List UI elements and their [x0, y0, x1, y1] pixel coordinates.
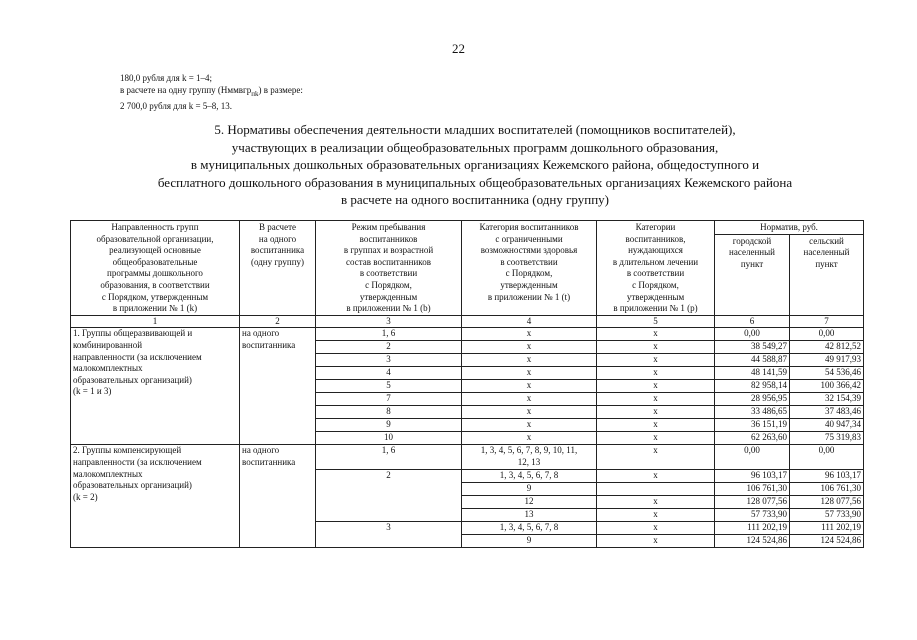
- stay-mode-cell: 2: [316, 341, 462, 354]
- column-number-row: [71, 315, 864, 328]
- heading-line: в расчете на одного воспитанника (одну группу): [341, 192, 609, 208]
- heading-line: бесплатного дошкольного образования в муниципальных общеобразовательных организациях Кежемского района: [157, 174, 793, 190]
- rural-norm-cell: 37 483,46: [790, 406, 864, 419]
- table-row: [71, 328, 864, 341]
- treatment-cell: х: [597, 432, 715, 445]
- preamble-text: в расчете на одну группу (Нммвгр: [120, 85, 252, 95]
- urban-norm-cell: 111 202,19: [715, 521, 790, 534]
- treatment-cell: х: [597, 406, 715, 419]
- treatment-cell: х: [597, 521, 715, 534]
- treatment-cell: х: [597, 367, 715, 380]
- treatment-cell: х: [597, 469, 715, 482]
- stay-mode-cell: 7: [316, 393, 462, 406]
- stay-mode-cell: 1, 6: [316, 328, 462, 341]
- stay-mode-cell: 10: [316, 432, 462, 445]
- stay-mode-cell: 8: [316, 406, 462, 419]
- disability-cell: х: [462, 406, 597, 419]
- preamble-line: 2 700,0 рубля для k = 5–8, 13.: [120, 100, 233, 111]
- stay-mode-cell: 4: [316, 367, 462, 380]
- treatment-cell: х: [597, 354, 715, 367]
- urban-norm-cell: 128 077,56: [715, 495, 790, 508]
- disability-cell: х: [462, 367, 597, 380]
- rural-norm-cell: 96 103,17: [790, 469, 864, 482]
- treatment-cell: х: [597, 380, 715, 393]
- urban-norm-cell: 82 958,14: [715, 380, 790, 393]
- urban-norm-cell: 57 733,90: [715, 508, 790, 521]
- disability-cell: х: [462, 432, 597, 445]
- urban-norm-cell: 124 524,86: [715, 534, 790, 547]
- column-number: 2: [240, 315, 316, 328]
- disability-cell: х: [462, 380, 597, 393]
- urban-norm-cell: 48 141,59: [715, 367, 790, 380]
- urban-norm-cell: 106 761,30: [715, 482, 790, 495]
- rural-norm-cell: 49 917,93: [790, 354, 864, 367]
- rural-norm-cell: 0,00: [790, 328, 864, 341]
- heading-line: участвующих в реализации общеобразовательных программ дошкольного образования,: [231, 139, 719, 155]
- treatment-cell: [597, 482, 715, 495]
- rural-norm-cell: 54 536,46: [790, 367, 864, 380]
- urban-norm-cell: 28 956,95: [715, 393, 790, 406]
- urban-norm-cell: 96 103,17: [715, 469, 790, 482]
- disability-cell: 13: [462, 508, 597, 521]
- disability-cell: 12: [462, 495, 597, 508]
- treatment-cell: х: [597, 445, 715, 469]
- group-per-unit-cell: на одного воспитанника: [240, 328, 316, 445]
- header-per-unit: В расчете на одного воспитанника (одну группу): [240, 221, 316, 316]
- rural-norm-cell: 0,00: [790, 445, 864, 469]
- norms-table: [70, 220, 864, 548]
- stay-mode-cell: 5: [316, 380, 462, 393]
- preamble-line: [120, 84, 303, 100]
- rural-norm-cell: 75 319,83: [790, 432, 864, 445]
- preamble-line: 180,0 рубля для k = 1–4;: [120, 73, 213, 83]
- column-number: 4: [462, 315, 597, 328]
- section-heading: [95, 121, 855, 209]
- header-rural: сельский населенный пункт: [790, 234, 864, 315]
- disability-cell: 1, 3, 4, 5, 6, 7, 8: [462, 469, 597, 482]
- preamble-text: ) в размере:: [258, 85, 303, 95]
- stay-mode-cell: 3: [316, 354, 462, 367]
- disability-cell: х: [462, 328, 597, 341]
- column-number: 3: [316, 315, 462, 328]
- group-direction-cell: 2. Группы компенсирующей направленности (за исключением малокомплектных образовательных организаций) (k = 2): [71, 445, 240, 547]
- rural-norm-cell: 128 077,56: [790, 495, 864, 508]
- disability-cell: 9: [462, 534, 597, 547]
- urban-norm-cell: 62 263,60: [715, 432, 790, 445]
- stay-mode-cell: 2: [316, 469, 462, 521]
- disability-cell: х: [462, 393, 597, 406]
- rural-norm-cell: 100 366,42: [790, 380, 864, 393]
- stay-mode-cell: 3: [316, 521, 462, 547]
- urban-norm-cell: 38 549,27: [715, 341, 790, 354]
- rural-norm-cell: 106 761,30: [790, 482, 864, 495]
- treatment-cell: х: [597, 393, 715, 406]
- rural-norm-cell: 57 733,90: [790, 508, 864, 521]
- header-stay-mode: Режим пребывания воспитанников в группах и возрастной состав воспитанников в соответствии с Порядком, утвержденным в приложении № 1 (b): [316, 221, 462, 316]
- rural-norm-cell: 111 202,19: [790, 521, 864, 534]
- disability-cell: 1, 3, 4, 5, 6, 7, 8, 9, 10, 11, 12, 13: [462, 445, 597, 469]
- column-number: 5: [597, 315, 715, 328]
- disability-cell: 1, 3, 4, 5, 6, 7, 8: [462, 521, 597, 534]
- treatment-cell: х: [597, 495, 715, 508]
- urban-norm-cell: 33 486,65: [715, 406, 790, 419]
- page-number: 22: [452, 41, 465, 56]
- stay-mode-cell: 1, 6: [316, 445, 462, 469]
- preamble-subscript: пk: [251, 89, 259, 98]
- group-per-unit-cell: на одного воспитанника: [240, 445, 316, 547]
- rural-norm-cell: 32 154,39: [790, 393, 864, 406]
- header-direction: Направленность групп образовательной организации, реализующей основные общеобразовательные программы дошкольного образования, в соответствии с Порядком, утвержденным в приложении № 1 (k): [71, 221, 240, 316]
- treatment-cell: х: [597, 419, 715, 432]
- disability-cell: х: [462, 354, 597, 367]
- table-row: [71, 445, 864, 469]
- rural-norm-cell: 124 524,86: [790, 534, 864, 547]
- preamble: [120, 72, 303, 112]
- urban-norm-cell: 36 151,19: [715, 419, 790, 432]
- rural-norm-cell: 42 812,52: [790, 341, 864, 354]
- heading-line: 5. Нормативы обеспечения деятельности младших воспитателей (помощников воспитателей),: [214, 122, 736, 137]
- urban-norm-cell: 0,00: [715, 328, 790, 341]
- urban-norm-cell: 0,00: [715, 445, 790, 469]
- disability-cell: 9: [462, 482, 597, 495]
- rural-norm-cell: 40 947,34: [790, 419, 864, 432]
- column-number: 6: [715, 315, 790, 328]
- disability-cell: х: [462, 341, 597, 354]
- header-disability-category: Категория воспитанников с ограниченными возможностями здоровья в соответствии с Порядком, утвержденным в приложении № 1 (t): [462, 221, 597, 316]
- header-urban: городской населенный пункт: [715, 234, 790, 315]
- stay-mode-cell: 9: [316, 419, 462, 432]
- column-number: 1: [71, 315, 240, 328]
- treatment-cell: х: [597, 341, 715, 354]
- header-norm: Норматив, руб.: [715, 221, 864, 235]
- column-number: 7: [790, 315, 864, 328]
- header-treatment-category: Категории воспитанников, нуждающихся в длительном лечении в соответствии с Порядком, утвержденным в приложении № 1 (p): [597, 221, 715, 316]
- group-direction-cell: 1. Группы общеразвивающей и комбинированной направленности (за исключением малокомплектных образовательных организаций) (k = 1 и 3): [71, 328, 240, 445]
- treatment-cell: х: [597, 328, 715, 341]
- treatment-cell: х: [597, 508, 715, 521]
- treatment-cell: х: [597, 534, 715, 547]
- disability-cell: х: [462, 419, 597, 432]
- heading-line: в муниципальных дошкольных образовательных организациях Кежемского района, общедоступного и: [190, 157, 760, 173]
- urban-norm-cell: 44 588,87: [715, 354, 790, 367]
